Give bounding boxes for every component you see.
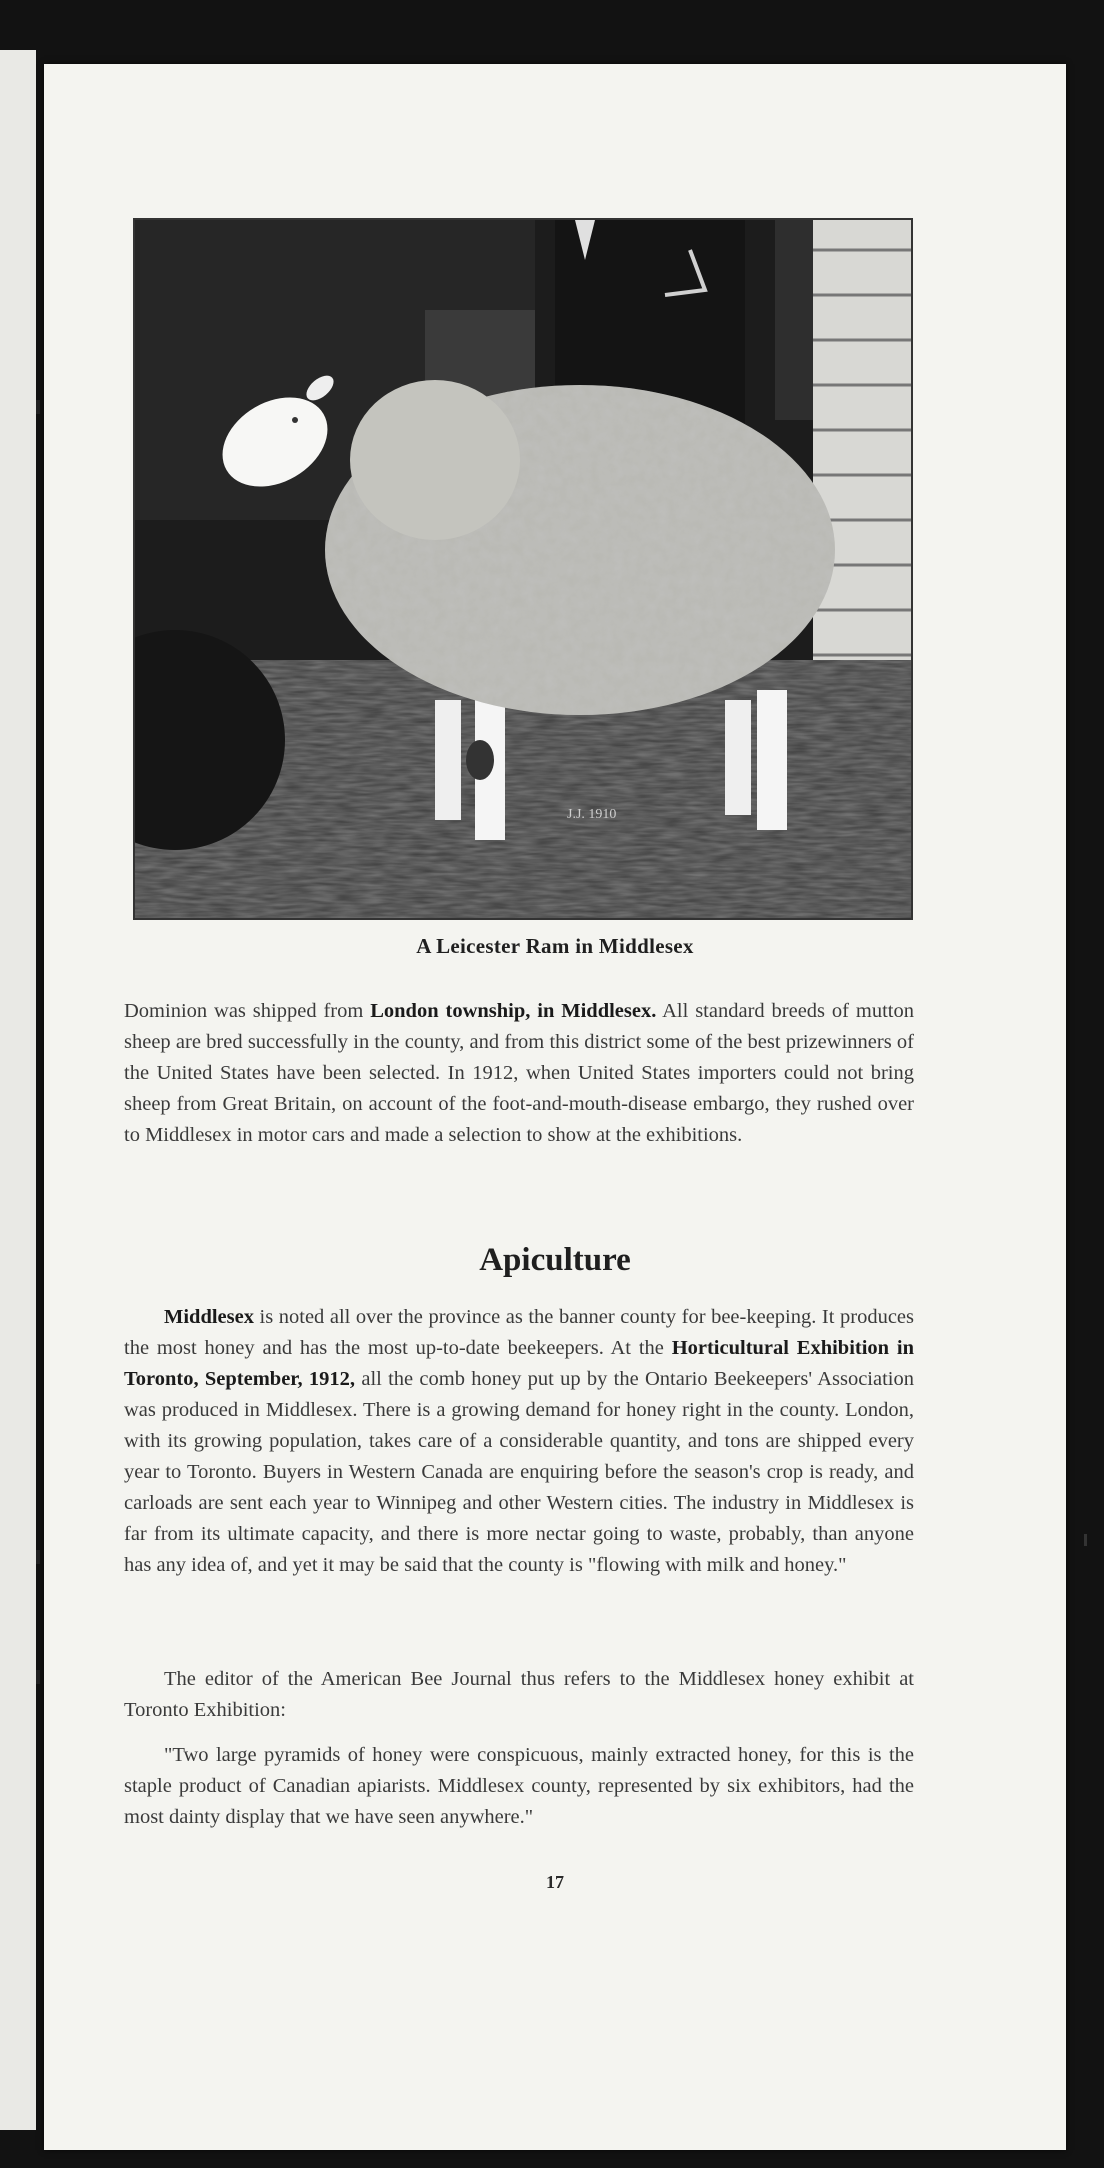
bold-phrase: London township, in Middlesex.	[370, 1000, 657, 1022]
paragraph-beekeeping	[124, 1302, 914, 1581]
adjacent-page-edge	[0, 50, 36, 2130]
paragraph-quote: "Two large pyramids of honey were conspicuous, mainly extracted honey, for this is the staple product of Canadian apiarists. Middlesex county, represented by six exhibitors, had the most dainty display that we have seen anywhere."	[124, 1744, 914, 1828]
paragraph-text: Dominion was shipped from	[124, 1000, 371, 1022]
bold-phrase: Middlesex	[164, 1306, 254, 1328]
leicester-ram-photo	[133, 218, 913, 920]
ram-photo-illustration	[135, 220, 911, 918]
bold-phrase: Horticultural Exhibition in Toronto, September, 1912,	[124, 1337, 914, 1390]
photo-inscription: J.J. 1910	[567, 807, 617, 822]
section-heading: Apiculture	[479, 1242, 631, 1278]
page-number: 17	[546, 1872, 564, 1892]
edge-mark	[36, 1550, 40, 1564]
margin-mark	[1084, 1534, 1087, 1546]
document-page	[44, 64, 1066, 2150]
paragraph-editor: The editor of the American Bee Journal thus refers to the Middlesex honey exhibit at Toronto Exhibition:	[124, 1668, 914, 1721]
paragraph-text: all the comb honey put up by the Ontario Beekeepers' Association was produced in Middlesex. There is a growing demand for honey right in the county. London, with its growing population, takes care of a considerable quantity, and tons are shipped every year to Toronto. Buyers in Western Canada are enquiring before the season's crop is ready, and carloads are sent each year to Winnipeg and other Western cities. The industry in Middlesex is far from its ultimate capacity, and there is more nectar going to waste, probably, than anyone has any idea of, and yet it may be said that the county is "flowing with milk and honey."	[124, 1368, 914, 1576]
paragraph-sheep	[124, 996, 914, 1151]
paragraph-text: is noted all over the province as the banner county for bee-keeping. It produces the most honey and has the most up-to-date beekeepers. At the	[124, 1306, 914, 1359]
photo-caption: A Leicester Ram in Middlesex	[416, 934, 694, 958]
edge-mark	[36, 400, 40, 414]
paragraph-text: All standard breeds of mutton sheep are bred successfully in the county, and from this district some of the best prizewinners of the United States have been selected. In 1912, when United States importers could not bring sheep from Great Britain, on account of the foot-and-mouth-disease embargo, they rushed over to Middlesex in motor cars and made a selection to show at the exhibitions.	[124, 1000, 914, 1146]
edge-mark	[36, 1670, 40, 1684]
